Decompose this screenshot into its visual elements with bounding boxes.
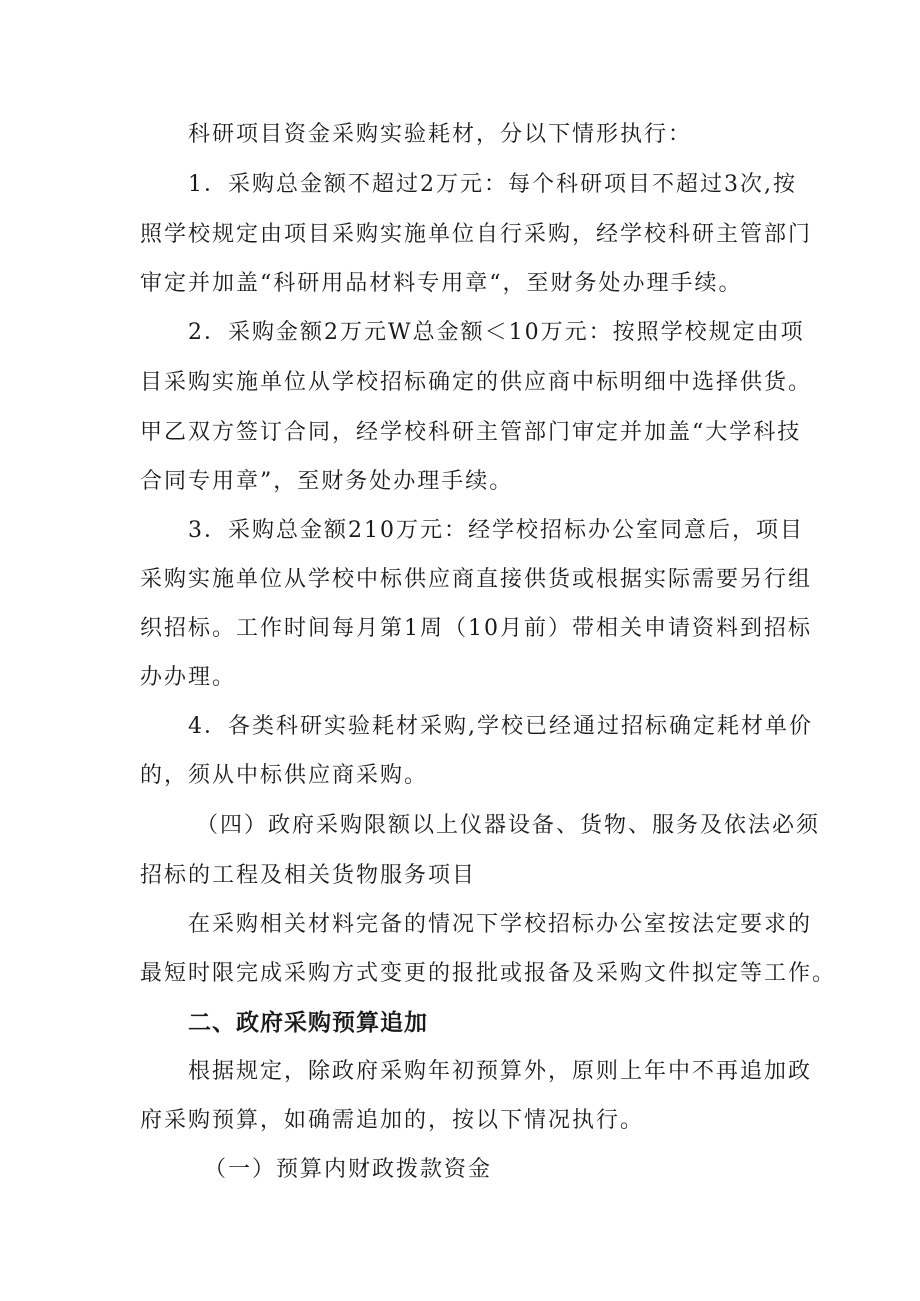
item-3-line-3: 织招标。工作时间每月第1周（10月前）带相关申请资料到招标 — [140, 616, 812, 641]
item-2-line-1: 2．采购金额2万元W总金额＜10万元：按照学校规定由项 — [188, 320, 805, 345]
section-4-line-2: 招标的工程及相关货物服务项目 — [140, 863, 477, 888]
item-3-line-1: 3．采购总金额210万元：经学校招标办公室同意后，项目 — [188, 518, 804, 543]
item-1-line-1: 1．采购总金额不超过2万元：每个科研项目不超过3次,按 — [188, 172, 797, 197]
item-4-line-1: 4．各类科研实验耗材采购,学校已经通过招标确定耗材单价 — [188, 714, 813, 739]
procedure-line-2: 最短时限完成采购方式变更的报批或报备及采购文件拟定等工作。 — [140, 961, 837, 986]
budget-line-2: 府采购预算，如确需追加的，按以下情况执行。 — [140, 1108, 645, 1133]
item-1-line-2: 照学校规定由项目采购实施单位自行采购，经学校科研主管部门 — [140, 222, 813, 247]
section-4-line-1: （四）政府采购限额以上仪器设备、货物、服务及依法必须 — [196, 813, 821, 838]
item-2-line-3: 甲乙双方签订合同，经学校科研主管部门审定并加盖“大学科技 — [140, 420, 802, 445]
procedure-line-1: 在采购相关材料完备的情况下学校招标办公室按法定要求的 — [188, 912, 813, 937]
paragraph-intro-line: 科研项目资金采购实验耗材，分以下情形执行： — [188, 122, 693, 147]
item-3-line-2: 采购实施单位从学校中标供应商直接供货或根据实际需要另行组 — [140, 567, 813, 592]
item-1-line-3: 审定并加盖“科研用品材料专用章“，至财务处办理手续。 — [140, 271, 743, 296]
item-2-line-2: 目采购实施单位从学校招标确定的供应商中标明细中选择供货。 — [140, 370, 813, 395]
item-2-line-4: 合同专用章”，至财务处办理手续。 — [140, 469, 514, 494]
subsection-heading: （一）预算内财政拨款资金 — [204, 1157, 493, 1182]
budget-line-1: 根据规定，除政府采购年初预算外，原则上年中不再追加政 — [188, 1059, 813, 1084]
item-3-line-4: 办办理。 — [140, 665, 237, 690]
section-heading: 二、政府采购预算追加 — [188, 1010, 428, 1036]
item-4-line-2: 的，须从中标供应商采购。 — [140, 763, 429, 788]
